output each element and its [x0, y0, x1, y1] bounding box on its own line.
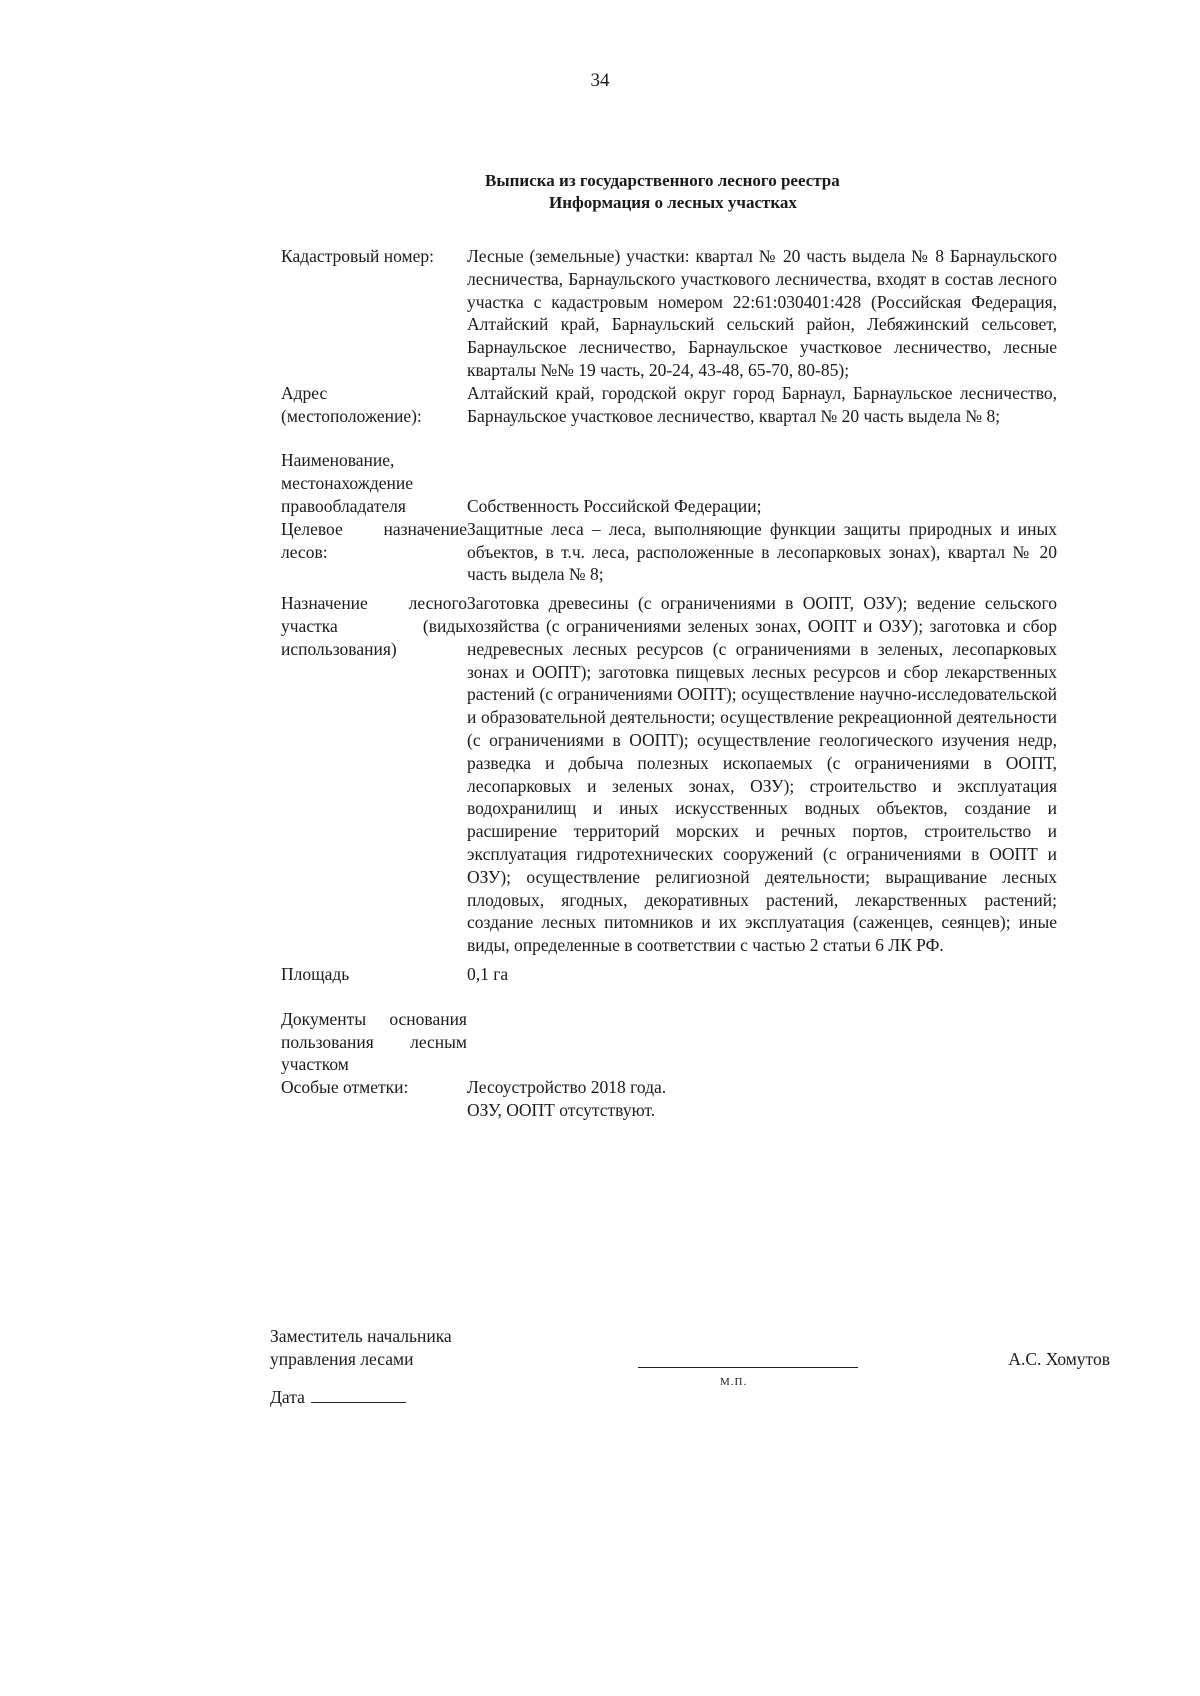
signatory-name: А.С. Хомутов — [1008, 1349, 1110, 1369]
heading-line-1: Выписка из государственного лесного реестра — [485, 171, 840, 190]
page-number: 34 — [590, 70, 610, 91]
value-address — [467, 382, 1057, 450]
signature-line — [638, 1367, 858, 1368]
value-cadastral-number: Лесные (земельные) участки: квартал № 20 часть выдела № 8 Барнаульского лесничества, Барнаульского участкового лесничества, входят в состав лесного участка с кадастровым номером 22:61:030401:428 (Российская Федерация, Алтайский край, Барнаульский сельский район, Лебяжинский сельсовет, Барнаульское лесничество, Барнаульское участковое лесничество, лесные кварталы №№ 19 часть, 20-24, 43-48, 65-70, 80-85); — [467, 246, 1057, 380]
stamp-mark: М.П. — [720, 1376, 748, 1388]
label-address: Адрес (местоположение): — [281, 382, 422, 426]
date-label: Дата — [270, 1387, 305, 1407]
date-row — [270, 1387, 406, 1408]
value-address-text: Алтайский край, городской округ город Барнаул, Барнаульское лесничество, Барнаульское участковое лесничество, квартал № 20 часть выдела № 8; — [467, 382, 1057, 426]
special-notes-line-2: ОЗУ, ООПТ отсутствуют. — [467, 1099, 656, 1120]
value-plot-usage: Заготовка древесины (с ограничениями в ООПТ, ОЗУ); ведение сельского хозяйства (с ограничениями зеленых зонах, ООПТ и ОЗУ); заготовка и сбор недревесных лесных ресурсов (с ограничениями в зеленых, лесопарковых зонах и ООПТ); заготовка пищевых лесных ресурсов и сбор лекарственных растений (с ограничениями ООПТ); осуществление научно-исследовательской и образовательной деятельности; осуществление рекреационной деятельности (с ограничениями в ООПТ); осуществление геологического изучения недр, разведка и добыча полезных ископаемых (с ограничениями в ООПТ, лесопарковых и зеленых зонах, ОЗУ); строительство и эксплуатация водохранилищ и иных искусственных водных объектов, создание и расширение территорий морских и речных портов, строительство и эксплуатация гидротехнических сооружений (с ограничениями в ООПТ и ОЗУ); осуществление религиозной деятельности; выращивание лесных плодовых, ягодных, декоративных растений, лекарственных растений; создание лесных питомников и их эксплуатация (саженцев, сеянцев); иные виды, определенные в соответствии с частью 2 статьи 6 ЛК РФ. — [467, 593, 1057, 956]
label-special-notes: Особые отметки: — [281, 1077, 409, 1098]
value-basis-documents — [467, 1008, 1057, 1076]
plot-info-table — [281, 245, 1057, 1122]
row-forest-purpose — [281, 518, 1057, 592]
label-basis-documents: Документы основания пользования лесным участком — [281, 1008, 467, 1075]
signatory-title-line-1: Заместитель начальника — [270, 1326, 452, 1346]
row-cadastral-number — [281, 245, 1057, 382]
label-area: Площадь — [281, 963, 350, 984]
date-blank-line — [311, 1388, 406, 1403]
row-special-notes — [281, 1076, 1057, 1122]
row-basis-documents — [281, 1008, 1057, 1076]
row-rights-holder — [281, 449, 1057, 517]
label-cadastral-number: Кадастровый номер: — [281, 246, 435, 266]
row-address — [281, 382, 1057, 450]
special-notes-line-1: Лесоустройство 2018 года. — [467, 1077, 667, 1098]
signatory-title-line-2: управления лесами — [270, 1349, 414, 1369]
label-plot-usage: Назначение лесного участка (виды использования) — [281, 593, 467, 659]
label-forest-purpose: Целевое назначение лесов: — [281, 518, 467, 562]
value-special-notes — [467, 1076, 1057, 1122]
signatory-title — [270, 1325, 452, 1371]
value-area: 0,1 га — [467, 963, 509, 984]
label-rights-holder: Наименование, местонахождение правообладателя — [281, 450, 414, 516]
value-rights-holder: Собственность Российской Федерации; — [467, 495, 762, 516]
heading-line-2: Информация о лесных участках — [549, 193, 797, 212]
row-area — [281, 957, 1057, 1008]
row-plot-usage — [281, 592, 1057, 957]
value-forest-purpose: Защитные леса – леса, выполняющие функции защиты природных и иных объектов, в т.ч. леса, расположенные в лесопарковых зонах), квартал № 20 часть выдела № 8; — [467, 518, 1057, 585]
